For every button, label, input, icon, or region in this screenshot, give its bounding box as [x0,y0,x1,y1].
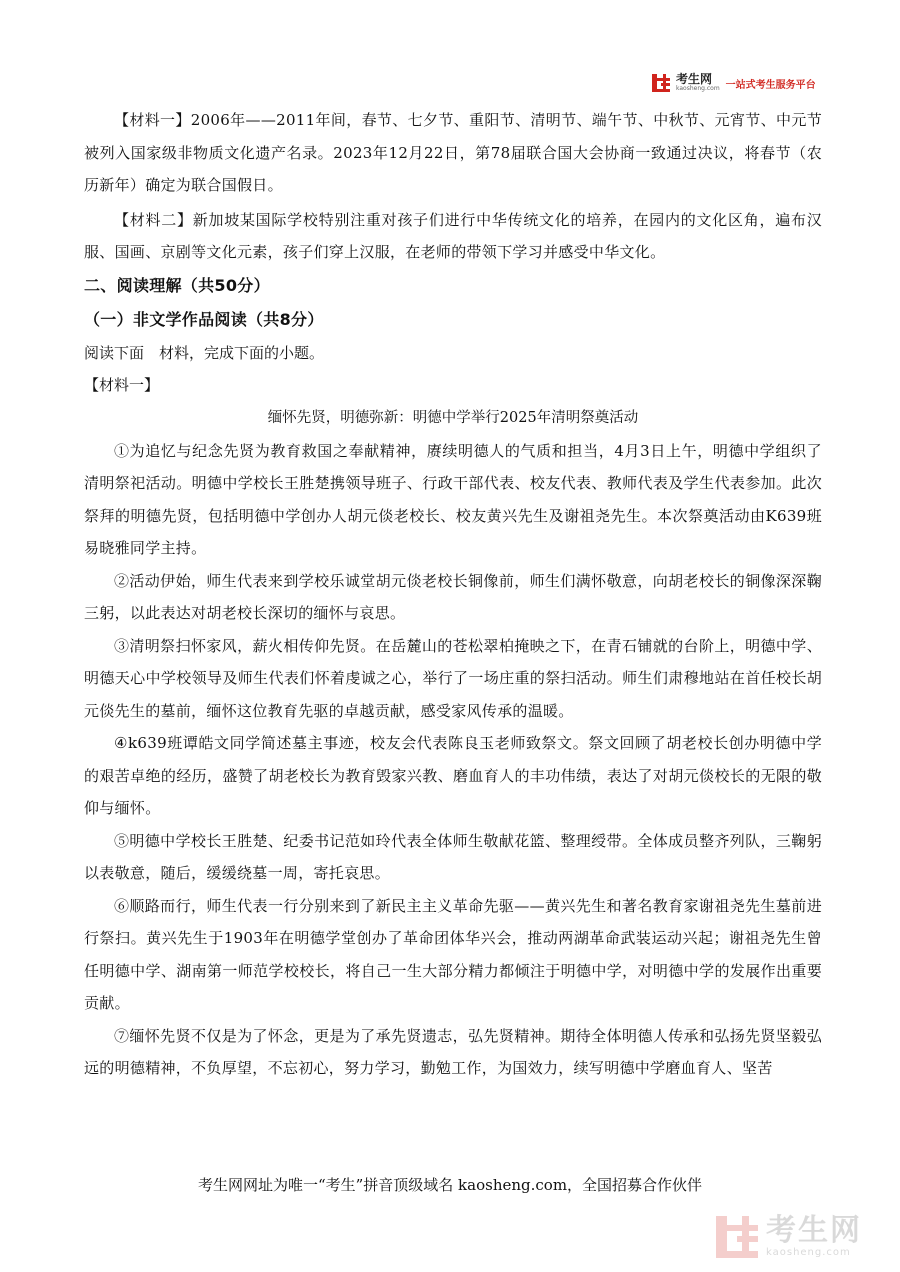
logo-tagline: 一站式考生服务平台 [725,79,816,91]
kaosheng-logo-icon [652,74,670,92]
article-paragraph-7: ⑦缅怀先贤不仅是为了怀念，更是为了承先贤遗志，弘先贤精神。期待全体明德人传承和弘扬先贤坚毅弘远的明德精神，不负厚望，不忘初心，努力学习，勤勉工作，为国效力，续写明德中学磨血育人、坚苦 [84,1026,822,1077]
page-content [84,104,822,1085]
kaosheng-watermark-icon [716,1216,758,1258]
article-paragraph-4: ④k639班谭皓文同学简述墓主事迹，校友会代表陈良玉老师致祭文。祭文回顾了胡老校长创办明德中学的艰苦卓绝的经历，盛赞了胡老校长为教育毁家兴教、磨血育人的丰功伟绩，表达了对胡元倓校长的无限的敬仰与缅怀。 [84,734,822,817]
subsection-title: （一）非文学作品阅读（共8分） [84,309,324,329]
page-footer: 考生网网址为唯一“考生”拼音顶级域名 kaosheng.com，全国招募合作伙伴 [197,1176,703,1194]
article-paragraph-5: ⑤明德中学校长王胜楚、纪委书记范如玲代表全体师生敬献花篮、整理绶带。全体成员整齐列队，三鞠躬以表敬意，随后，缓缓绕墓一周，寄托哀思。 [84,831,822,882]
article-paragraph-2: ②活动伊始，师生代表来到学校乐诚堂胡元倓老校长铜像前，师生们满怀敬意，向胡老校长的铜像深深鞠三躬，以此表达对胡老校长深切的缅怀与哀思。 [84,571,822,622]
logo-name: 考生网 kaosheng.com [676,72,720,92]
article-paragraph-6: ⑥顺路而行，师生代表一行分别来到了新民主主义革命先驱——黄兴先生和著名教育家谢祖尧先生墓前进行祭扫。黄兴先生于1903年在明德学堂创办了革命团体华兴会，推动两湖革命武装运动兴起；谢祖尧先生曾任明德中学、湖南第一师范学校校长，将自己一生大部分精力都倾注于明德中学，对明德中学的发展作出重要贡献。 [84,896,822,1012]
article-title: 缅怀先贤，明德弥新：明德中学举行2025年清明祭奠活动 [267,409,639,426]
material-label: 【材料一】 [84,375,160,394]
article-paragraph-1: ①为追忆与纪念先贤为教育救国之奉献精神，赓续明德人的气质和担当，4月3日上午，明德中学组织了清明祭祀活动。明德中学校长王胜楚携领导班子、行政干部代表、校友代表、教师代表及学生代表参加。此次祭拜的明德先贤，包括明德中学创办人胡元倓老校长、校友黄兴先生及谢祖尧先生。本次祭奠活动由K639班易晓雅同学主持。 [84,441,822,557]
watermark [716,1208,896,1266]
header-logo [652,72,816,94]
instruction: 阅读下面 材料，完成下面的小题。 [84,343,325,362]
article-paragraph-3: ③清明祭扫怀家风，薪火相传仰先贤。在岳麓山的苍松翠柏掩映之下，在青石铺就的台阶上，明德中学、明德天心中学校领导及师生代表们怀着虔诚之心，举行了一场庄重的祭扫活动。师生们肃穆地站在首任校长胡元倓先生的墓前，缅怀这位教育先驱的卓越贡献，感受家风传承的温暖。 [84,636,822,720]
intro-material-1: 【材料一】2006年——2011年间，春节、七夕节、重阳节、清明节、端午节、中秋节、元宵节、中元节被列入国家级非物质文化遗产名录。2023年12月22日，第78届联合国大会协商一致通过决议，将春节（农历新年）确定为联合国假日。 [84,111,822,194]
watermark-text: 考生网 kaosheng.com [766,1213,862,1258]
intro-material-2: 【材料二】新加坡某国际学校特别注重对孩子们进行中华传统文化的培养，在园内的文化区角，遍布汉服、国画、京剧等文化元素，孩子们穿上汉服，在老师的带领下学习并感受中华文化。 [84,210,822,261]
section-title: 二、阅读理解（共50分） [84,275,270,295]
